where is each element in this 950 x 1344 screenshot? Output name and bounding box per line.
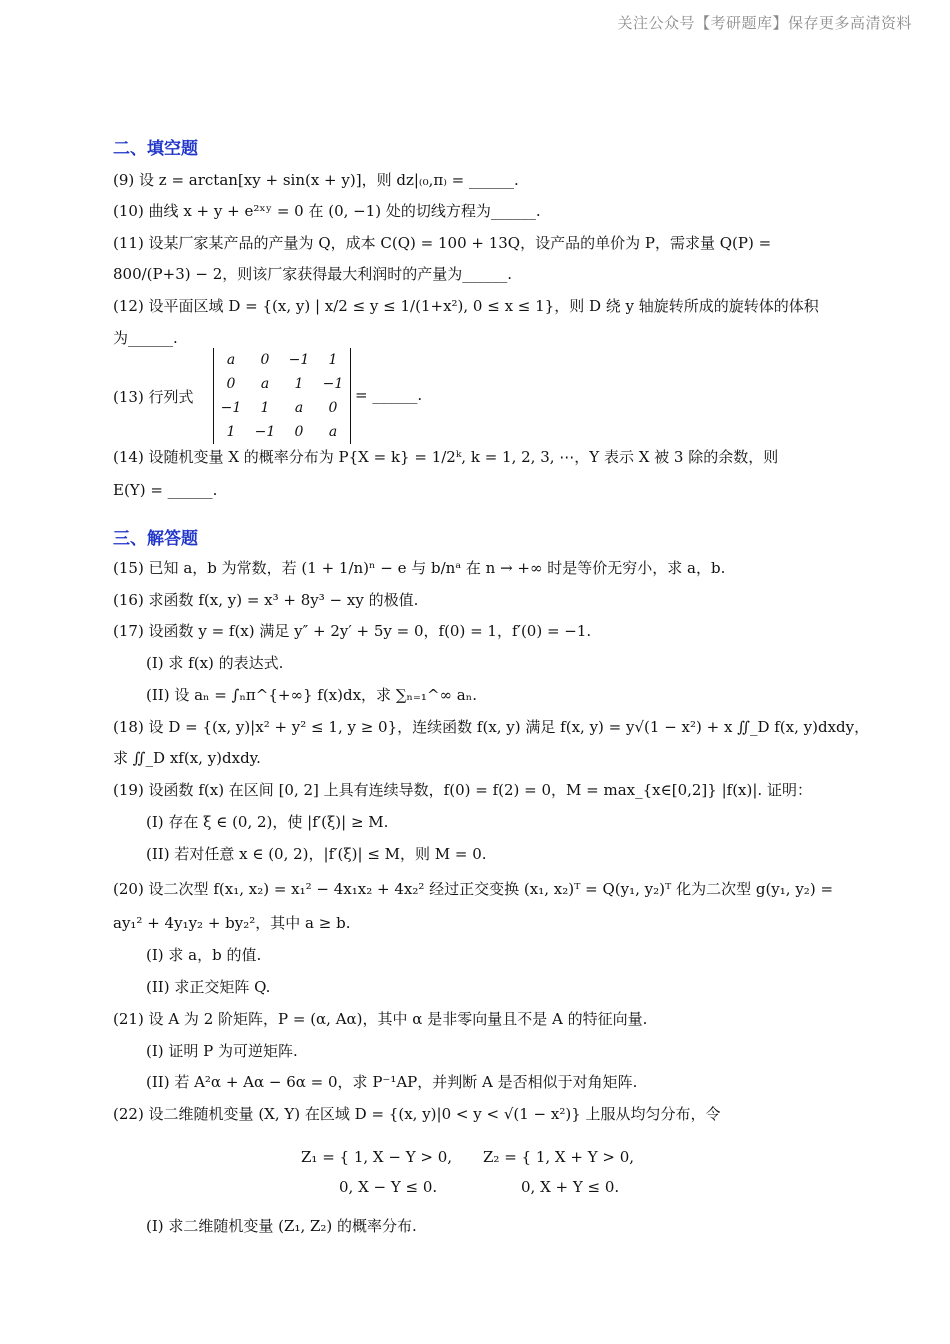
question-11-line-1: (11) 设某厂家某产品的产量为 Q，成本 C(Q) = 100 + 13Q，设产品的单价为 P，需求量 Q(P) = [113, 234, 772, 252]
matrix-cell: a [226, 352, 236, 368]
question-15: (15) 已知 a，b 为常数，若 (1 + 1/n)ⁿ − e 与 b/nᵃ 在 n → +∞ 时是等价无穷小，求 a，b. [113, 559, 726, 577]
matrix-cell: −1 [254, 424, 276, 440]
question-19: (19) 设函数 f(x) 在区间 [0, 2] 上具有连续导数，f(0) = f(2) = 0，M = max_{x∈[0,2]} |f(x)|. 证明： [113, 781, 812, 799]
matrix-cell: 1 [294, 376, 304, 392]
question-21-part-1: (I) 证明 P 为可逆矩阵. [146, 1042, 298, 1060]
matrix-cell: −1 [322, 376, 344, 392]
question-17: (17) 设函数 y = f(x) 满足 y″ + 2y′ + 5y = 0，f(0) = 1，f′(0) = −1. [113, 622, 592, 640]
question-21-part-2: (II) 若 A²α + Aα − 6α = 0，求 P⁻¹AP，并判断 A 是否相似于对角矩阵. [146, 1073, 638, 1091]
matrix-cell: 0 [260, 352, 270, 368]
z2-case-1: Z₂ = { 1, X + Y > 0, [483, 1148, 635, 1166]
question-13-label: (13) 行列式 [113, 388, 194, 406]
matrix-cell: 1 [260, 400, 270, 416]
question-21: (21) 设 A 为 2 阶矩阵，P = (α, Aα)，其中 α 是非零向量且不是 A 的特征向量. [113, 1010, 648, 1028]
section-title-fill-in: 二、填空题 [113, 139, 198, 159]
question-16: (16) 求函数 f(x, y) = x³ + 8y³ − xy 的极值. [113, 591, 419, 609]
question-22-part-1: (I) 求二维随机变量 (Z₁, Z₂) 的概率分布. [146, 1217, 417, 1235]
matrix-cell: 1 [226, 424, 236, 440]
matrix-cell: a [328, 424, 338, 440]
watermark: 关注公众号【考研题库】保存更多高清资料 [617, 14, 912, 32]
question-10: (10) 曲线 x + y + e²ˣʸ = 0 在 (0, −1) 处的切线方程为______. [113, 202, 541, 220]
matrix-cell: −1 [220, 400, 242, 416]
question-20-line-1: (20) 设二次型 f(x₁, x₂) = x₁² − 4x₁x₂ + 4x₂² 经过正交变换 (x₁, x₂)ᵀ = Q(y₁, y₂)ᵀ 化为二次型 g(y₁, y₂) = [113, 880, 834, 898]
question-18-line-2: 求 ∬_D xf(x, y)dxdy. [113, 749, 261, 767]
z2-case-2: 0, X + Y ≤ 0. [521, 1178, 620, 1196]
matrix-cell: 1 [328, 352, 338, 368]
question-17-part-1: (I) 求 f(x) 的表达式. [146, 654, 284, 672]
matrix-cell: 0 [226, 376, 236, 392]
question-19-part-1: (I) 存在 ξ ∈ (0, 2)，使 |f′(ξ)| ≥ M. [146, 813, 389, 831]
section-title-answers: 三、解答题 [113, 529, 198, 549]
question-14-line-1: (14) 设随机变量 X 的概率分布为 P{X = k} = 1/2ᵏ, k = 1, 2, 3, ⋯，Y 表示 X 被 3 除的余数，则 [113, 448, 779, 466]
question-19-part-2: (II) 若对任意 x ∈ (0, 2)，|f′(ξ)| ≤ M，则 M = 0. [146, 845, 487, 863]
matrix-cell: −1 [288, 352, 310, 368]
question-17-part-2: (II) 设 aₙ = ∫ₙπ^{+∞} f(x)dx，求 ∑ₙ₌₁^∞ aₙ. [146, 686, 477, 704]
z1-case-1: Z₁ = { 1, X − Y > 0, [301, 1148, 453, 1166]
question-9: (9) 设 z = arctan[xy + sin(x + y)]，则 dz|₍₀,π₎ = ______. [113, 171, 519, 189]
matrix-cell: 0 [328, 400, 338, 416]
question-20-part-1: (I) 求 a，b 的值. [146, 946, 262, 964]
question-12-line-2: 为______. [113, 329, 178, 347]
determinant-matrix [213, 348, 351, 444]
question-18-line-1: (18) 设 D = {(x, y)|x² + y² ≤ 1, y ≥ 0}，连续函数 f(x, y) 满足 f(x, y) = y√(1 − x²) + x ∬_D f(x, y)dxdy， [113, 718, 870, 736]
question-22: (22) 设二维随机变量 (X, Y) 在区域 D = {(x, y)|0 < y < √(1 − x²)} 上服从均匀分布，令 [113, 1105, 721, 1123]
matrix-cell: 0 [294, 424, 304, 440]
question-20-part-2: (II) 求正交矩阵 Q. [146, 978, 271, 996]
question-13-tail: = ______. [355, 386, 423, 404]
question-14-line-2: E(Y) = ______. [113, 481, 218, 499]
question-12-line-1: (12) 设平面区域 D = {(x, y) | x/2 ≤ y ≤ 1/(1+x²), 0 ≤ x ≤ 1}，则 D 绕 y 轴旋转所成的旋转体的体积 [113, 297, 819, 315]
matrix-cell: a [294, 400, 304, 416]
question-20-line-2: ay₁² + 4y₁y₂ + by₂²，其中 a ≥ b. [113, 914, 351, 932]
z1-case-2: 0, X − Y ≤ 0. [339, 1178, 438, 1196]
question-11-line-2: 800/(P+3) − 2，则该厂家获得最大利润时的产量为______. [113, 265, 513, 283]
matrix-cell: a [260, 376, 270, 392]
